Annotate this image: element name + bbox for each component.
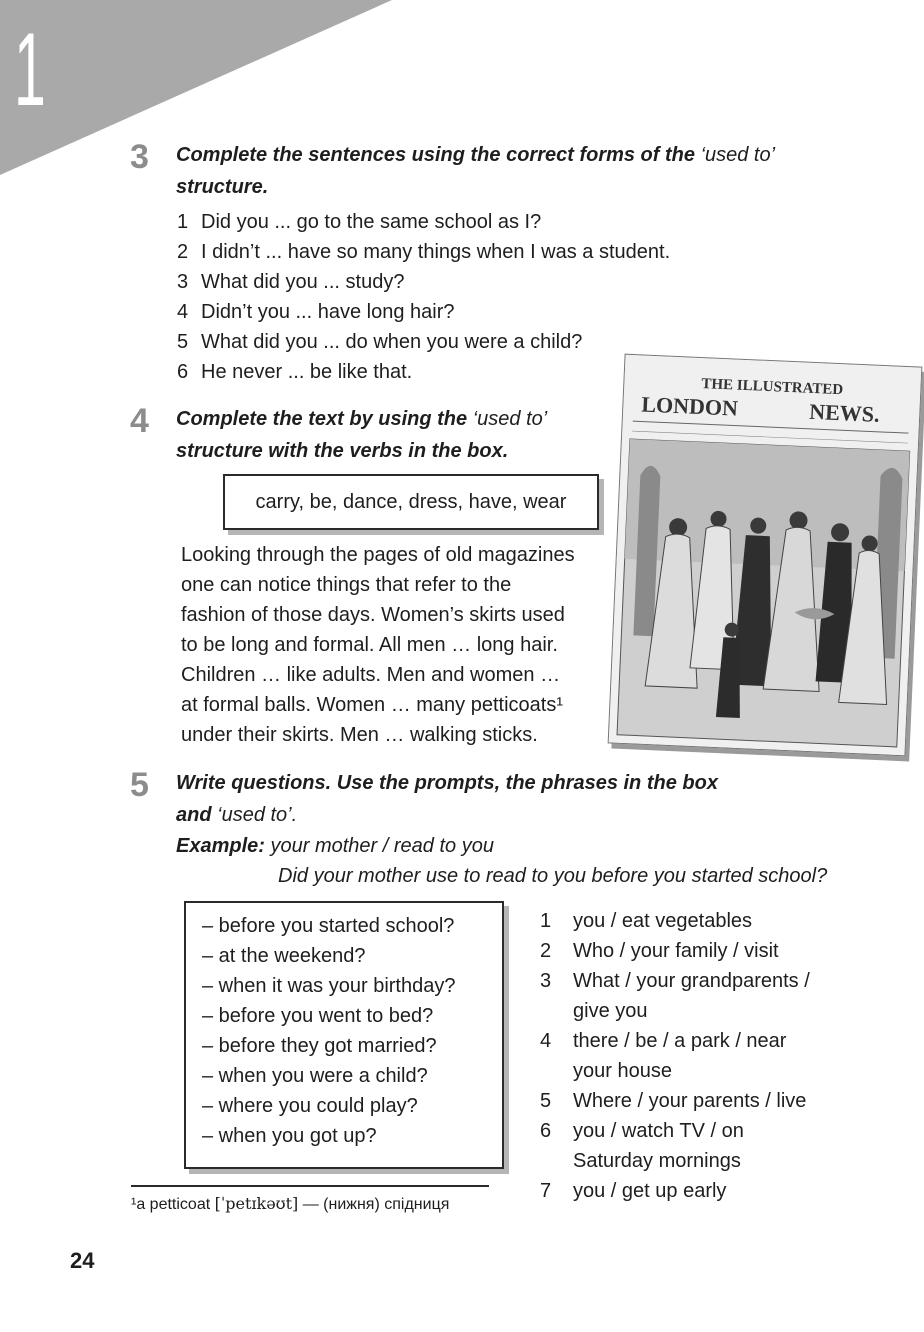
- prompt-text: give you: [573, 1000, 648, 1022]
- prompt-text: you / eat vegetables: [573, 910, 753, 932]
- text-line: Children … like adults. Men and women …: [181, 664, 561, 686]
- prompt-item: [540, 1176, 810, 1206]
- prompt-item: [540, 906, 810, 936]
- sentence-text: He never ... be like that.: [201, 361, 413, 383]
- phrase-item: – before you went to bed?: [202, 1005, 434, 1027]
- sentence-number: 1: [177, 211, 189, 233]
- exercise-3-number: 3: [130, 138, 149, 176]
- unit-number: 1: [14, 12, 46, 128]
- example-label: Example:: [176, 835, 265, 857]
- footnote-rule: [131, 1185, 489, 1187]
- prompt-text: Where / your parents / live: [573, 1090, 807, 1112]
- prompt-text: your house: [573, 1060, 672, 1082]
- page-number: 24: [70, 1248, 95, 1273]
- prompt-text: Who / your family / visit: [573, 940, 779, 962]
- exercise-5-prompts: [540, 906, 810, 1206]
- sentence-item: [177, 207, 670, 237]
- sentence-text: Did you ... go to the same school as I?: [201, 211, 542, 233]
- sentence-item: [177, 267, 670, 297]
- example-prompt: your mother / read to you: [270, 835, 494, 857]
- sentence-item: [177, 357, 670, 387]
- prompt-text: What / your grandparents /: [573, 970, 810, 992]
- prompt-text: Saturday mornings: [573, 1150, 741, 1172]
- sentence-text: Didn’t you ... have long hair?: [201, 301, 455, 323]
- exercise-4-text: [181, 540, 575, 750]
- prompt-item: [540, 966, 810, 1026]
- sentence-text: What did you ... do when you were a child?: [201, 331, 583, 353]
- verb-box: [223, 474, 599, 530]
- prompt-item: [540, 1116, 810, 1176]
- verb-box-text: carry, be, dance, dress, have, wear: [255, 490, 567, 513]
- sentence-number: 4: [177, 301, 189, 323]
- phrase-box: [184, 901, 504, 1169]
- sentence-item: [177, 327, 670, 357]
- magazine-cover-image: [608, 354, 923, 757]
- example-answer: Did your mother use to read to you before you started school?: [278, 865, 828, 887]
- sentence-item: [177, 237, 670, 267]
- example-line: [176, 831, 494, 861]
- text-line: fashion of those days. Women’s skirts used: [181, 604, 565, 626]
- exercise-3-sentences: [177, 207, 670, 387]
- magazine-illustration: [609, 355, 922, 756]
- prompt-item: [540, 1026, 810, 1086]
- magazine-masthead-line1: THE ILLUSTRATED: [701, 376, 844, 399]
- phrase-item: – at the weekend?: [202, 945, 366, 967]
- sentence-number: 2: [177, 241, 189, 263]
- sentence-text: What did you ... study?: [201, 271, 405, 293]
- sentence-number: 3: [177, 271, 189, 293]
- prompt-number: 3: [540, 970, 552, 992]
- text-line: at formal balls. Women … many petticoats¹: [181, 694, 563, 716]
- magazine-masthead-line2: LONDON: [640, 391, 739, 421]
- exercise-4-instruction: Complete the text by using the ‘used to’ structure with the verbs in the box.: [176, 408, 548, 462]
- prompt-number: 2: [540, 940, 552, 962]
- sentence-item: [177, 297, 670, 327]
- phrase-item: – when you were a child?: [202, 1065, 428, 1087]
- prompt-text: you / get up early: [573, 1180, 727, 1202]
- sentence-text: I didn’t ... have so many things when I was a student.: [201, 241, 671, 263]
- text-line: Looking through the pages of old magazines: [181, 544, 575, 566]
- sentence-number: 5: [177, 331, 189, 353]
- prompt-number: 1: [540, 910, 552, 932]
- prompt-number: 6: [540, 1120, 552, 1142]
- text-line: under their skirts. Men … walking sticks.: [181, 724, 538, 746]
- exercise-5-number: 5: [130, 766, 149, 804]
- phrase-item: – when you got up?: [202, 1125, 377, 1147]
- prompt-text: there / be / a park / near: [573, 1030, 787, 1052]
- exercise-5-instruction: Write questions. Use the prompts, the phrases in the box and ‘used to’.: [176, 772, 718, 826]
- phrase-item: – where you could play?: [202, 1095, 418, 1117]
- phrase-item: – before they got married?: [202, 1035, 437, 1057]
- prompt-item: [540, 936, 810, 966]
- prompt-number: 7: [540, 1180, 552, 1202]
- phrase-item: – when it was your birthday?: [202, 975, 456, 997]
- footnote: ¹a petticoat [ˈpetɪkəʊt] — (нижня) спідниця: [131, 1194, 450, 1213]
- magazine-masthead-line3: NEWS.: [808, 398, 881, 427]
- sentence-number: 6: [177, 361, 189, 383]
- exercise-4-number: 4: [130, 402, 149, 440]
- exercise-3-instruction: Complete the sentences using the correct forms of the ‘used to’ structure.: [176, 144, 776, 198]
- text-line: one can notice things that refer to the: [181, 574, 512, 596]
- prompt-item: [540, 1086, 810, 1116]
- phrase-item: – before you started school?: [202, 915, 455, 937]
- prompt-number: 4: [540, 1030, 552, 1052]
- text-line: to be long and formal. All men … long hair.: [181, 634, 558, 656]
- prompt-text: you / watch TV / on: [573, 1120, 744, 1142]
- prompt-number: 5: [540, 1090, 552, 1112]
